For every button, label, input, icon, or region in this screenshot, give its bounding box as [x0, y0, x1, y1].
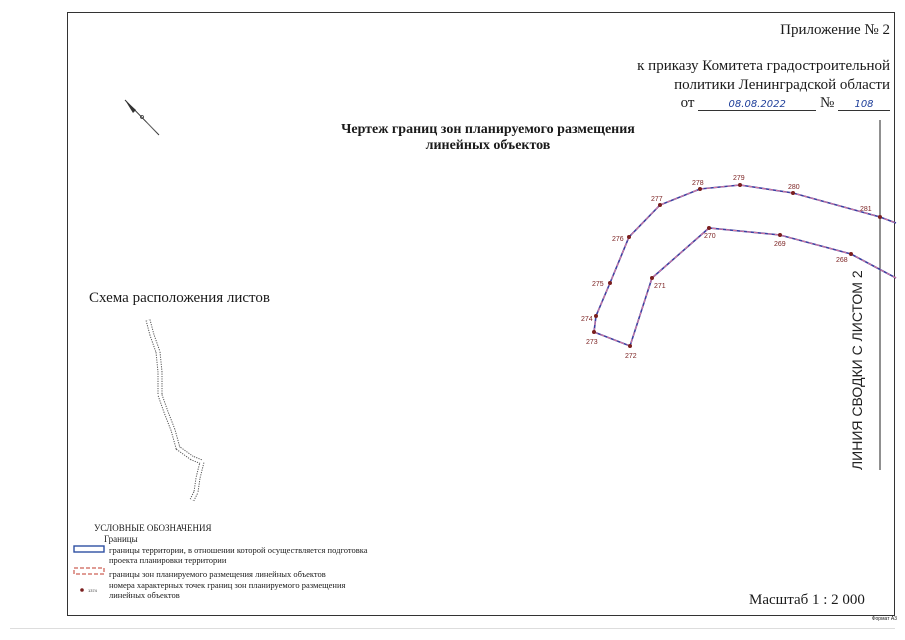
legend-item-points: номера характерных точек границ зон планируемого размещения линейных объектов — [109, 580, 346, 600]
bottom-rule — [10, 628, 895, 629]
point-270 — [707, 226, 711, 230]
point-label-278: 278 — [692, 180, 704, 187]
point-label-279: 279 — [733, 175, 745, 182]
point-273 — [592, 330, 596, 334]
point-label-270: 270 — [704, 233, 716, 240]
point-label-269: 269 — [774, 241, 786, 248]
point-269 — [778, 233, 782, 237]
date-value: 08.08.2022 — [698, 99, 816, 111]
point-281 — [878, 215, 882, 219]
title-line-1: Чертеж границ зон планируемого размещения — [341, 122, 635, 137]
point-label-280: 280 — [788, 184, 800, 191]
point-label-268: 268 — [836, 257, 848, 264]
point-label-276: 276 — [612, 236, 624, 243]
junction-label: ЛИНИЯ СВОДКИ С ЛИСТОМ 2 — [849, 270, 865, 470]
number-value: 108 — [838, 99, 890, 111]
point-label-273: 273 — [586, 339, 598, 346]
point-275 — [608, 281, 612, 285]
point-label-275: 275 — [592, 281, 604, 288]
point-276 — [627, 235, 631, 239]
appendix-label: Приложение № 2 — [780, 22, 890, 38]
point-274 — [594, 314, 598, 318]
point-label-281: 281 — [860, 206, 872, 213]
legend-item-zone: границы зон планируемого размещения линейных объектов — [109, 569, 326, 579]
title-line-2: линейных объектов — [425, 138, 551, 153]
point-label-274: 274 — [581, 316, 593, 323]
legend-title: УСЛОВНЫЕ ОБОЗНАЧЕНИЯ — [94, 523, 212, 533]
legend-item-territory: границы территории, в отношении которой осуществляется подготовка проекта планировки территории — [109, 545, 368, 565]
sheets-scheme-title: Схема расположения листов — [89, 290, 270, 306]
point-label-277: 277 — [651, 196, 663, 203]
point-268 — [849, 252, 853, 256]
date-prefix: от — [680, 95, 695, 111]
point-label-272: 272 — [625, 353, 637, 360]
order-line-1: к приказу Комитета градостроительной — [637, 58, 890, 74]
legend-red-symbol — [74, 568, 104, 574]
point-280 — [791, 191, 795, 195]
format-label: Формат А3 — [871, 616, 897, 622]
legend-point-number: 1374 — [88, 588, 97, 593]
legend-blue-symbol — [74, 546, 104, 552]
point-279 — [738, 183, 742, 187]
number-prefix: № — [819, 95, 835, 111]
point-label-271: 271 — [654, 283, 666, 290]
point-271 — [650, 276, 654, 280]
sheets-scheme-strip-inner — [148, 320, 202, 500]
point-278 — [698, 187, 702, 191]
legend-subtitle: Границы — [104, 534, 138, 544]
legend-point-symbol — [80, 588, 84, 592]
order-line-2: политики Ленинградской области — [674, 77, 890, 93]
point-277 — [658, 203, 662, 207]
scale-label: Масштаб 1 : 2 000 — [749, 592, 865, 608]
point-272 — [628, 344, 632, 348]
